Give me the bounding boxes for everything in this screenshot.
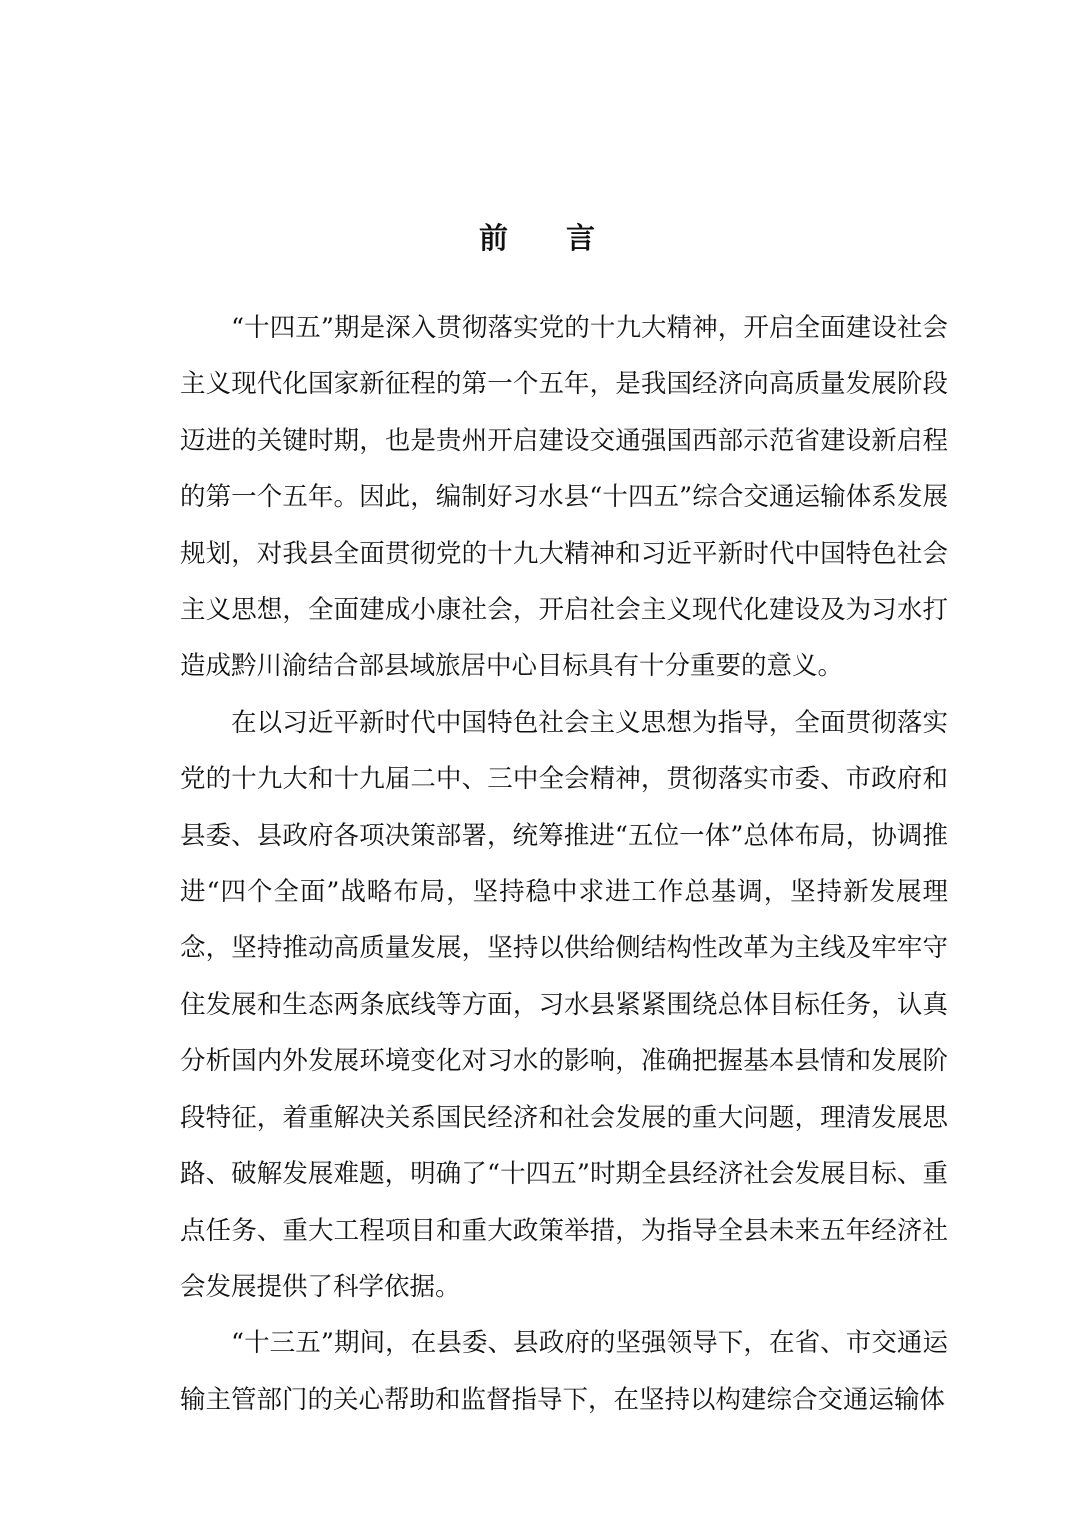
paragraph-3: “十三五”期间，在县委、县政府的坚强领导下，在省、市交通运输主管部门的关心帮助和监督指导下，在坚持以构建综合交通运输体 xyxy=(180,1328,948,1415)
body-text xyxy=(180,300,948,1428)
title-char-1: 前 xyxy=(478,221,508,255)
paragraph-1: “十四五”期是深入贯彻落实党的十九大精神，开启全面建设社会主义现代化国家新征程的第一个五年，是我国经济向高质量发展阶段迈进的关键时期，也是贵州开启建设交通强国西部示范省建设新启程的第一个五年。因此，编制好习水县“十四五”综合交通运输体系发展规划，对我县全面贯彻党的十九大精神和习近平新时代中国特色社会主义思想，全面建成小康社会，开启社会主义现代化建设及为习水打造成黔川渝结合部县域旅居中心目标具有十分重要的意义。 xyxy=(180,313,948,682)
page-title xyxy=(0,214,1074,262)
title-char-2: 言 xyxy=(566,221,596,255)
paragraph-2: 在以习近平新时代中国特色社会主义思想为指导，全面贯彻落实党的十九大和十九届二中、三中全会精神，贯彻落实市委、市政府和县委、县政府各项决策部署，统筹推进“五位一体”总体布局，协调推进“四个全面”战略布局，坚持稳中求进工作总基调，坚持新发展理念，坚持推动高质量发展，坚持以供给侧结构性改革为主线及牢牢守住发展和生态两条底线等方面，习水县紧紧围绕总体目标任务，认真分析国内外发展环境变化对习水的影响，准确把握基本县情和发展阶段特征，着重解决关系国民经济和社会发展的重大问题，理清发展思路、破解发展难题，明确了“十四五”时期全县经济社会发展目标、重点任务、重大工程项目和重大政策举措，为指导全县未来五年经济社会发展提供了科学依据。 xyxy=(180,707,948,1302)
